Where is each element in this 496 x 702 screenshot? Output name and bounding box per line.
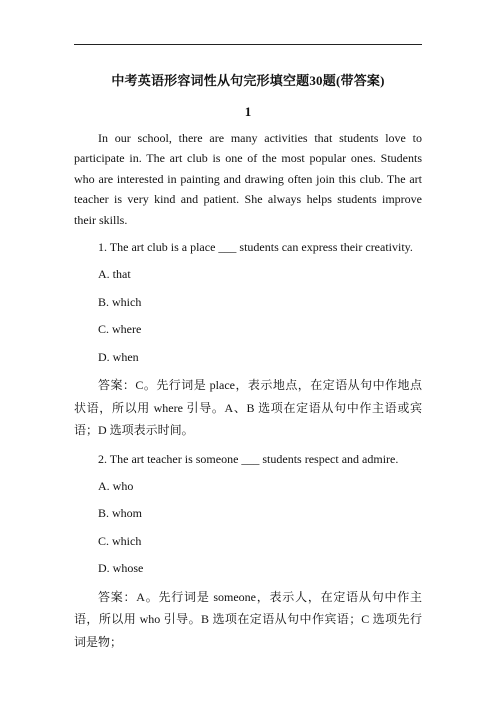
answer-explanation: 答案：C。先行词是 place，表示地点，在定语从句中作地点状语，所以用 where 引导。A、B 选项在定语从句中作主语或宾语；D 选项表示时间。 xyxy=(74,378,422,438)
option-b: B. whom xyxy=(98,506,143,521)
option-d: D. whose xyxy=(98,561,144,576)
document-title: 中考英语形容词性从句完形填空题30题(带答案) xyxy=(111,73,385,88)
option-d: D. when xyxy=(98,349,139,364)
document-body xyxy=(74,128,422,653)
passage-paragraph: In our school, there are many activities that students love to participate in. The art club is one of the most popular ones. Students who are interested in painting and drawing often join this club. The art teacher is very kind and patient. She always helps students improve their skills. xyxy=(74,131,422,227)
section-number: 1 xyxy=(244,104,252,119)
option-a: A. that xyxy=(98,267,131,282)
question-stem: 1. The art club is a place ___ students can express their creativity. xyxy=(98,240,413,255)
option-a: A. who xyxy=(98,478,134,493)
question-stem: 2. The art teacher is someone ___ students respect and admire. xyxy=(98,451,399,466)
option-c: C. where xyxy=(98,322,142,337)
option-b: B. which xyxy=(98,294,142,309)
answer-explanation: 答案：A。先行词是 someone，表示人，在定语从句中作主语，所以用 who 引导。B 选项在定语从句中作宾语；C 选项先行词是物； xyxy=(74,589,422,649)
option-c: C. which xyxy=(98,533,142,548)
header-rule xyxy=(74,44,422,45)
